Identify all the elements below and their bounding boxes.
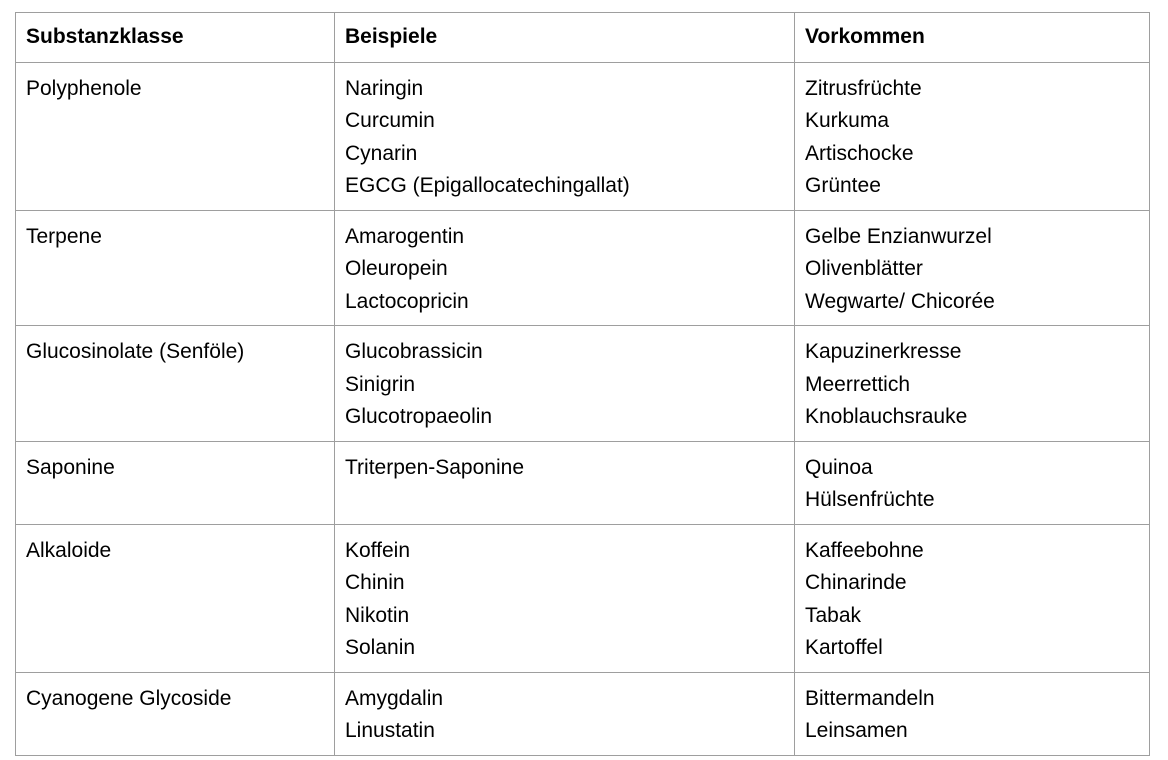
occurrence-item: Hülsenfrüchte (805, 488, 935, 511)
substance-class-label: Alkaloide (26, 538, 112, 562)
cell-examples (335, 210, 795, 326)
example-item: Lactocopricin (345, 289, 469, 313)
cell-examples (335, 326, 795, 442)
cell-substance-class (16, 672, 335, 755)
cell-examples (335, 62, 795, 210)
header-occurrence: Vorkommen (795, 13, 1150, 63)
example-item: EGCG (Epigallocatechingallat) (345, 174, 630, 197)
occurrence-item: Chinarinde (805, 571, 907, 594)
header-examples: Beispiele (335, 13, 795, 63)
substance-class-label: Saponine (26, 455, 115, 479)
example-item: Cynarin (345, 141, 418, 165)
cell-substance-class (16, 62, 335, 210)
example-item: Curcumin (345, 109, 435, 132)
table-row (16, 524, 1150, 672)
cell-examples (335, 524, 795, 672)
example-item: Naringin (345, 76, 424, 100)
cell-occurrence (795, 524, 1150, 672)
occurrence-item: Kapuzinerkresse (805, 340, 962, 363)
example-item: Triterpen-Saponine (345, 455, 524, 479)
example-item: Glucotropaeolin (345, 405, 493, 428)
substance-class-label: Terpene (26, 224, 102, 248)
cell-occurrence (795, 326, 1150, 442)
cell-occurrence (795, 441, 1150, 524)
occurrence-item: Kartoffel (805, 636, 883, 659)
example-item: Sinigrin (345, 372, 416, 396)
occurrence-item: Kaffeebohne (805, 538, 924, 562)
example-item: Amarogentin (345, 224, 465, 248)
cell-substance-class (16, 210, 335, 326)
substance-class-label: Polyphenole (26, 76, 142, 100)
example-item: Oleuropein (345, 257, 448, 280)
cell-occurrence (795, 210, 1150, 326)
table-row (16, 326, 1150, 442)
example-item: Nikotin (345, 603, 410, 627)
occurrence-item: Kurkuma (805, 109, 890, 132)
cell-substance-class (16, 524, 335, 672)
occurrence-item: Knoblauchsrauke (805, 405, 968, 428)
example-item: Linustatin (345, 719, 435, 742)
cell-substance-class (16, 441, 335, 524)
occurrence-item: Quinoa (805, 455, 873, 479)
example-item: Glucobrassicin (345, 340, 483, 363)
cell-substance-class (16, 326, 335, 442)
substance-table (15, 12, 1150, 756)
cell-examples (335, 672, 795, 755)
table-row (16, 441, 1150, 524)
occurrence-item: Bittermandeln (805, 686, 935, 710)
example-item: Koffein (345, 538, 410, 562)
occurrence-item: Artischocke (805, 141, 914, 165)
occurrence-item: Tabak (805, 603, 862, 627)
table-header-row (16, 13, 1150, 63)
example-item: Solanin (345, 636, 416, 659)
table-row (16, 672, 1150, 755)
example-item: Chinin (345, 571, 405, 594)
header-substance-class: Substanzklasse (16, 13, 335, 63)
table-row (16, 62, 1150, 210)
occurrence-item: Leinsamen (805, 719, 908, 742)
cell-occurrence (795, 672, 1150, 755)
occurrence-item: Meerrettich (805, 372, 911, 396)
occurrence-item: Grüntee (805, 174, 881, 197)
substance-class-label: Glucosinolate (Senföle) (26, 340, 245, 363)
cell-examples (335, 441, 795, 524)
table-row (16, 210, 1150, 326)
occurrence-item: Wegwarte/ Chicorée (805, 289, 995, 313)
substance-class-label: Cyanogene Glycoside (26, 686, 232, 710)
occurrence-item: Olivenblätter (805, 257, 923, 280)
occurrence-item: Zitrusfrüchte (805, 76, 922, 100)
example-item: Amygdalin (345, 686, 444, 710)
occurrence-item: Gelbe Enzianwurzel (805, 224, 992, 248)
cell-occurrence (795, 62, 1150, 210)
